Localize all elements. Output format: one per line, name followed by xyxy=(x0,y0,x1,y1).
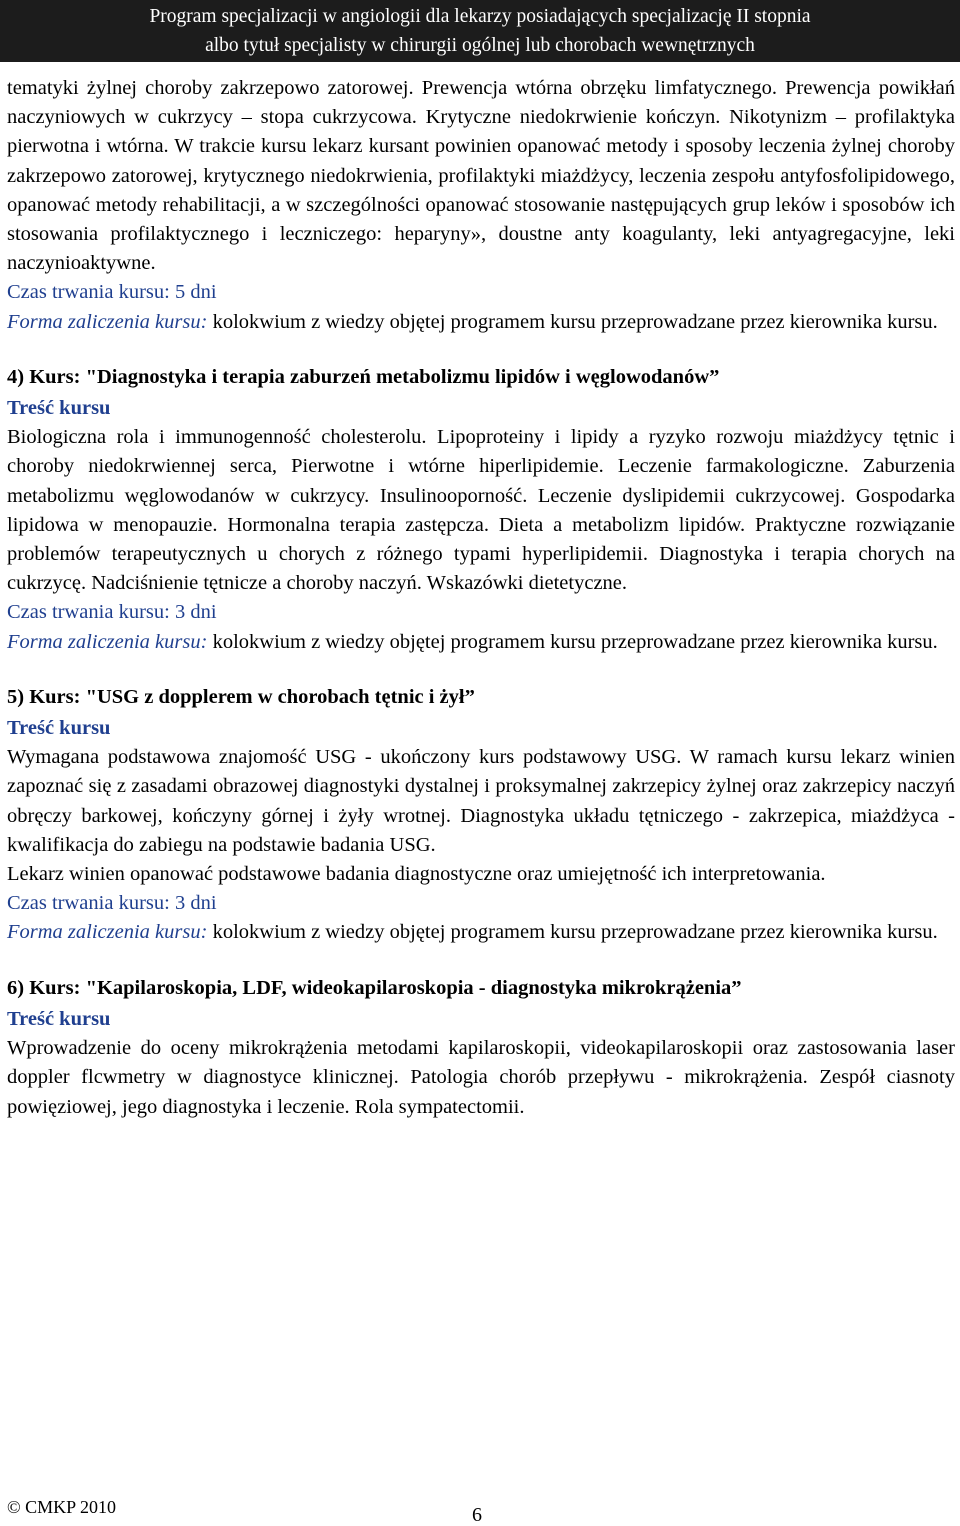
duration-label: Czas trwania kursu: xyxy=(7,601,170,624)
course-4-content-label: Treść kursu xyxy=(7,397,111,420)
form-value: kolokwium z wiedzy objętej programem kursu przeprowadzane przez kierownika kursu. xyxy=(207,310,938,333)
course-4-content: Biologiczna rola i immunogenność cholesterolu. Lipoproteiny i lipidy a ryzyko rozwoju miażdżycy tętnic i choroby niedokrwiennej serca, Pierwotne i wtórne hiperlipidemie. Leczenie farmakologiczne. Zaburzenia metabolizmu węglowodanów w cukrzycy. Insulinooporność. Leczenie dyslipidemii cukrzycowej. Gospodarka lipidowa w menopauzie. Hormonalna terapia zastępcza. Dieta a metabolizm lipidów. Praktyczne rozwiązanie problemów terapeutycznych u chorych z różnego typami hyperlipidemii. Diagnostyka i terapia chorych na cukrzycę. Nadciśnienie tętnicze a choroby naczyń. Wskazówki dietetyczne. xyxy=(7,426,955,595)
page-header xyxy=(0,0,960,62)
form-value: kolokwium z wiedzy objętej programem kursu przeprowadzane przez kierownika kursu. xyxy=(207,630,938,653)
intro-duration xyxy=(7,278,955,307)
document-body xyxy=(7,74,955,1122)
intro-form xyxy=(7,308,955,337)
form-label: Forma zaliczenia kursu: xyxy=(7,921,208,944)
course-5-form xyxy=(7,918,955,947)
course-4-duration xyxy=(7,598,955,627)
copyright-text: © CMKP 2010 xyxy=(7,1497,117,1517)
duration-label: Czas trwania kursu: xyxy=(7,281,170,304)
page-footer xyxy=(7,1496,955,1526)
form-label: Forma zaliczenia kursu: xyxy=(7,630,208,653)
header-line-1: Program specjalizacji w angiologii dla lekarzy posiadających specjalizację II stopnia xyxy=(149,6,811,27)
intro-section xyxy=(7,74,955,337)
course-4-heading: 4) Kurs: "Diagnostyka i terapia zaburzeń metabolizmu lipidów i węglowodanów” xyxy=(7,365,720,388)
course-4-section xyxy=(7,363,955,657)
header-line-2: albo tytuł specjalisty w chirurgii ogólnej lub chorobach wewnętrznych xyxy=(205,35,755,56)
course-5-content-2: Lekarz winien opanować podstawowe badania diagnostyczne oraz umiejętność ich interpretowania. xyxy=(7,863,826,886)
course-4-form xyxy=(7,628,955,657)
form-value: kolokwium z wiedzy objętej programem kursu przeprowadzane przez kierownika kursu. xyxy=(207,921,938,944)
duration-value: 3 dni xyxy=(169,892,217,915)
form-label: Forma zaliczenia kursu: xyxy=(7,310,208,333)
course-5-duration xyxy=(7,889,955,918)
duration-value: 3 dni xyxy=(169,601,217,624)
duration-value: 5 dni xyxy=(169,281,217,304)
course-5-section xyxy=(7,683,955,948)
duration-label: Czas trwania kursu: xyxy=(7,892,170,915)
course-6-heading: 6) Kurs: "Kapilaroskopia, LDF, wideokapilaroskopia - diagnostyka mikrokrążenia” xyxy=(7,976,742,999)
course-6-content-label: Treść kursu xyxy=(7,1007,111,1030)
course-5-content-label: Treść kursu xyxy=(7,717,111,740)
course-5-heading: 5) Kurs: "USG z dopplerem w chorobach tętnic i żył” xyxy=(7,685,475,708)
course-6-content: Wprowadzenie do oceny mikrokrążenia metodami kapilaroskopii, videokapilaroskopii oraz zastosowania laser doppler flcwmetry w diagnostyce klinicznej. Patologia chorób przepływu - mikrokrążenia. Zespół ciasnoty powięziowej, jego diagnostyka i leczenie. Rola sympatectomii. xyxy=(7,1037,955,1118)
intro-paragraph: tematyki żylnej choroby zakrzepowo zatorowej. Prewencja wtórna obrzęku limfatycznego. Prewencja powikłań naczyniowych w cukrzycy – stopa cukrzycowa. Krytyczne niedokrwienie kończyn. Nikotynizm – profilaktyka pierwotna i wtórna. W trakcie kursu lekarz kursant powinien opanować metody i sposoby leczenia żylnej choroby zakrzepowo zatorowej, krytycznego niedokrwienia, profilaktyki miażdżycy, leczenia zespołu antyfosfolipidowego, opanować metody rehabilitacji, a w szczególności opanować stosowanie następujących grup leków i sposobów ich stosowania profilaktycznego i leczniczego: heparyny», doustne anty koagulanty, leki antyagregacyjne, leki naczynioaktywne. xyxy=(7,77,955,275)
course-5-content-1: Wymagana podstawowa znajomość USG - ukończony kurs podstawowy USG. W ramach kursu lekarz winien zapoznać się z zasadami obrazowej diagnostyki dystalnej i proksymalnej zakrzepicy żylnej oraz zakrzepicy naczyń obręczy barkowej, kończyny górnej i żyły wrotnej. Diagnostyka układu tętniczego - zakrzepica, miażdżyca - kwalifikacja do zabiegu na podstawie badania USG. xyxy=(7,746,955,856)
course-6-section xyxy=(7,974,955,1122)
page-number: 6 xyxy=(472,1504,482,1526)
